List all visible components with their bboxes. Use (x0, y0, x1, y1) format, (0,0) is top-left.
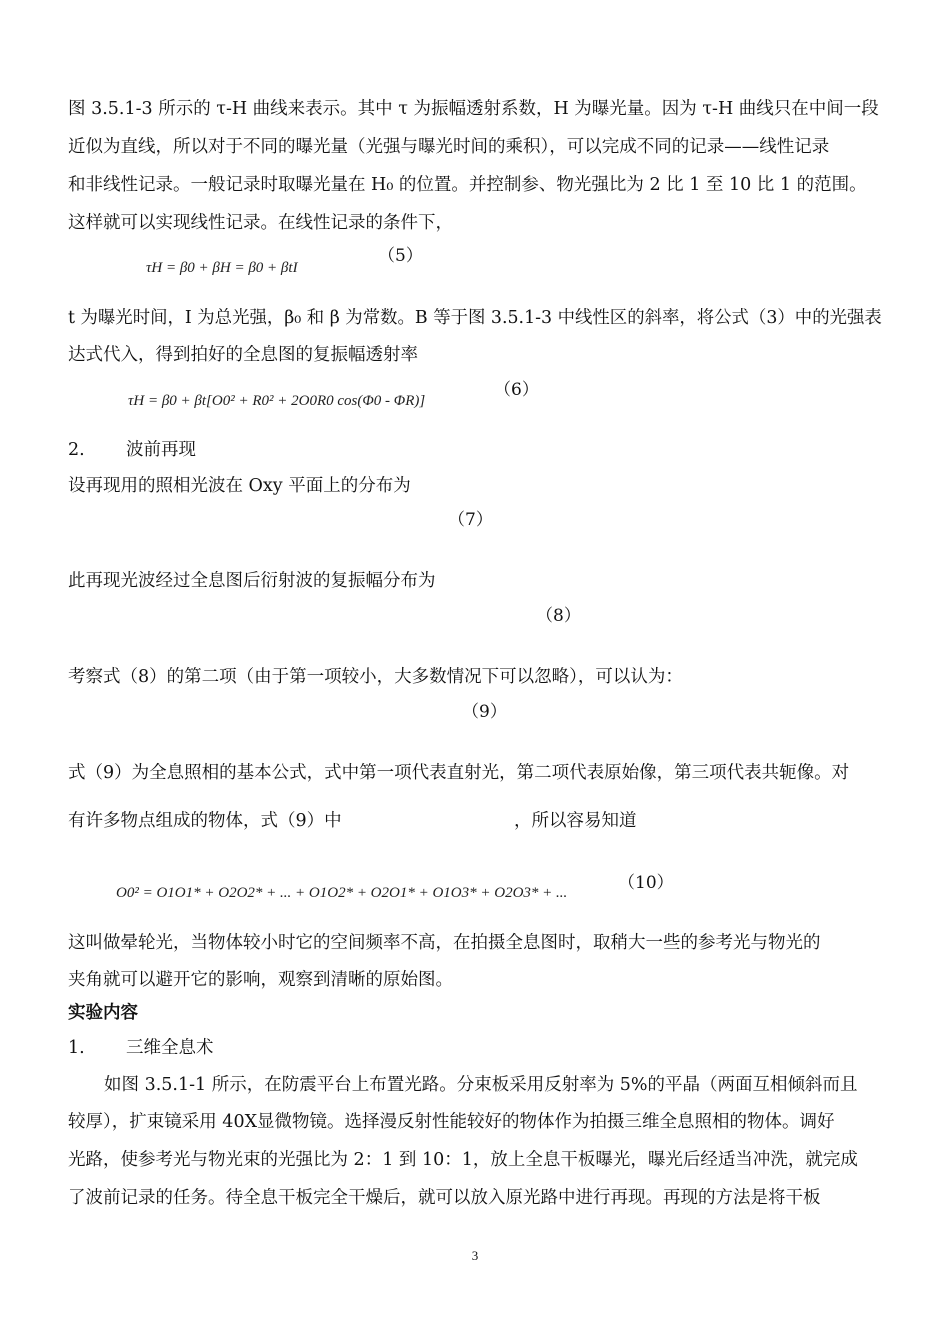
equation-5: τH = β0 + βH = β0 + βtI (146, 260, 298, 276)
section-index: 2. (68, 440, 85, 460)
equation-6: τH = β0 + βt[O0² + R0² + 2O0R0 cos(Φ0 - ΦR)] (128, 393, 426, 409)
section-title: 三维全息术 (126, 1038, 214, 1058)
section-index: 1. (68, 1038, 85, 1058)
paragraph-line: 夹角就可以避开它的影响，观察到清晰的原始图。 (68, 970, 453, 990)
page-number: 3 (471, 1248, 479, 1263)
equation-5-number: （5） (378, 246, 423, 266)
equation-8-number: （8） (536, 606, 581, 626)
equation-9-number: （9） (462, 702, 507, 722)
paragraph-line: 如图 3.5.1-1 所示，在防震平台上布置光路。分束板采用反射率为 5%的平晶（两面互相倾斜而且 (104, 1075, 858, 1095)
paragraph-line: ，所以容易知道 (514, 811, 637, 831)
paragraph-line: 此再现光波经过全息图后衍射波的复振幅分布为 (68, 571, 436, 591)
paragraph-line: 较厚），扩束镜采用 40X显微物镜。选择漫反射性能较好的物体作为拍摄三维全息照相的物体。调好 (68, 1112, 835, 1132)
equation-10-number: （10） (618, 873, 674, 893)
equation-6-number: （6） (494, 380, 539, 400)
paragraph-line: 式（9）为全息照相的基本公式，式中第一项代表直射光，第二项代表原始像，第三项代表共轭像。对 (68, 763, 850, 783)
paragraph-line: 光路，使参考光与物光束的光强比为 2：1 到 10：1，放上全息干板曝光，曝光后经适当冲洗，就完成 (68, 1150, 858, 1170)
paragraph-line: 和非线性记录。一般记录时取曝光量在 H₀ 的位置。并控制参、物光强比为 2 比 1 至 10 比 1 的范围。 (68, 175, 867, 195)
section-title: 波前再现 (126, 440, 196, 460)
equation-10: O0² = O1O1* + O2O2* + ... + O1O2* + O2O1* + O1O3* + O2O3* + ... (116, 885, 568, 901)
paragraph-line: 有许多物点组成的物体，式（9）中 (68, 811, 342, 831)
paragraph-line: 图 3.5.1-3 所示的 τ-H 曲线来表示。其中 τ 为振幅透射系数，H 为曝光量。因为 τ-H 曲线只在中间一段 (68, 99, 879, 119)
paragraph-line: 近似为直线，所以对于不同的曝光量（光强与曝光时间的乘积），可以完成不同的记录——线性记录 (68, 137, 830, 157)
paragraph-line: 这叫做晕轮光，当物体较小时它的空间频率不高，在拍摄全息图时，取稍大一些的参考光与物光的 (68, 933, 821, 953)
paragraph-line: 达式代入，得到拍好的全息图的复振幅透射率 (68, 345, 418, 365)
paragraph-line: 设再现用的照相光波在 Oxy 平面上的分布为 (68, 476, 411, 496)
section-heading: 实验内容 (68, 1003, 138, 1023)
equation-7-number: （7） (448, 510, 493, 530)
paragraph-line: 这样就可以实现线性记录。在线性记录的条件下， (68, 213, 453, 233)
paragraph-line: 考察式（8）的第二项（由于第一项较小，大多数情况下可以忽略），可以认为： (68, 667, 683, 687)
paragraph-line: t 为曝光时间，I 为总光强，β₀ 和 β 为常数。B 等于图 3.5.1-3 中线性区的斜率，将公式（3）中的光强表 (68, 308, 882, 328)
paragraph-line: 了波前记录的任务。待全息干板完全干燥后，就可以放入原光路中进行再现。再现的方法是将干板 (68, 1188, 821, 1208)
